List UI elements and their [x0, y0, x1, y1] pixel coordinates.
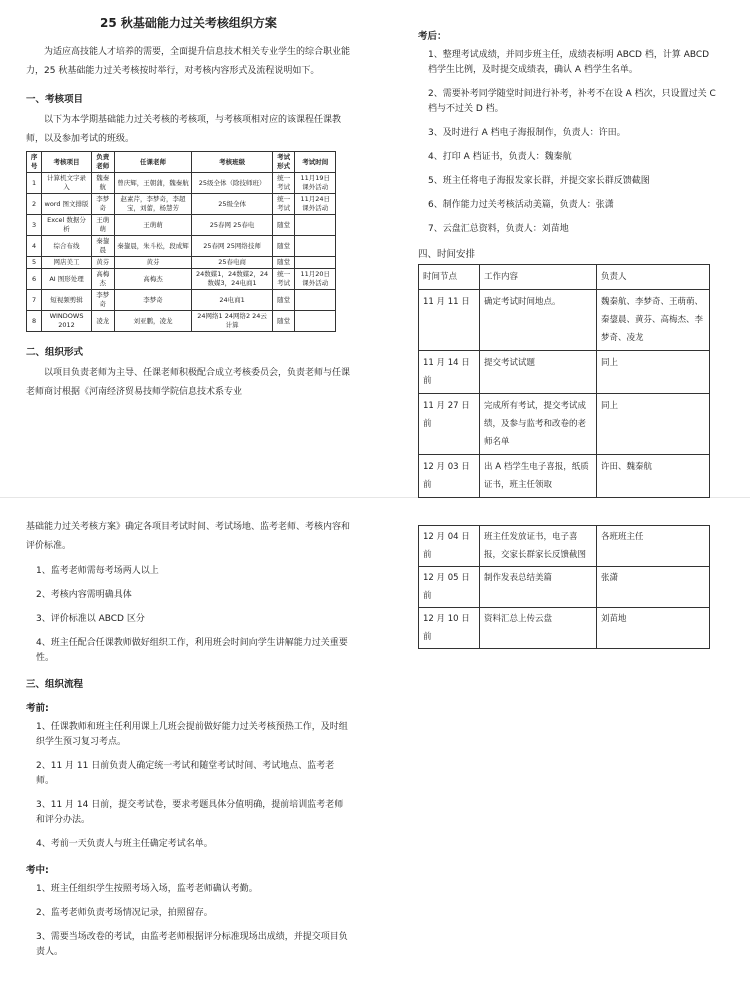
table-cell: 随堂	[272, 236, 295, 257]
page-3	[26, 510, 351, 995]
table-cell: 秦鋆晨	[91, 236, 114, 257]
schedule-row	[419, 567, 710, 608]
list-item: 3、11 月 14 日前，提交考试卷，要求考题具体分值明确，提前培训监考老师和评分办法。	[36, 800, 344, 825]
table-cell: 王萌萌	[91, 215, 114, 236]
list-item: 2、考核内容需明确具体	[36, 590, 132, 600]
list-item: 5、班主任将电子海报发家长群，并提交家长群反馈截图	[428, 176, 650, 186]
table-cell: 随堂	[272, 290, 295, 311]
table-cell: 李梦奇	[91, 194, 114, 215]
schedule-cell: 12 月 10 日前	[419, 608, 480, 649]
list-item: 3、需要当场改卷的考试，由监考老师根据评分标准现场出成绩，并提交项目负责人。	[36, 932, 348, 957]
table-row	[27, 257, 336, 269]
table-header-cell: 考核项目	[42, 152, 92, 173]
doc-title: 25 秋基础能力过关考核组织方案	[100, 16, 277, 30]
schedule-header-cell: 工作内容	[480, 265, 597, 290]
list-item: 1、监考老师需每考场两人以上	[36, 566, 159, 576]
schedule-cell: 出 A 档学生电子喜报，纸质证书，班主任领取	[480, 455, 597, 498]
table-cell: 李梦奇	[114, 290, 192, 311]
list-item: 3、及时进行 A 档电子海报制作，负责人：许田。	[428, 128, 626, 138]
table-cell: 1	[27, 173, 42, 194]
page-2	[418, 20, 718, 490]
schedule-row	[419, 608, 710, 649]
schedule-cell: 12 月 04 日前	[419, 526, 480, 567]
table-row	[27, 194, 336, 215]
schedule-cell: 刘苗地	[597, 608, 710, 649]
table-header-cell: 负责老师	[91, 152, 114, 173]
table-cell: 高梅杰	[114, 269, 192, 290]
table-row	[27, 236, 336, 257]
during-exam-list	[26, 882, 351, 960]
page-1	[26, 10, 351, 480]
table-cell: 6	[27, 269, 42, 290]
table-cell: 黄芬	[114, 257, 192, 269]
schedule-cell: 12 月 03 日前	[419, 455, 480, 498]
table-cell: AI 图形处理	[42, 269, 92, 290]
table-cell	[295, 236, 336, 257]
list-item: 1、任课教师和班主任利用课上几班会提前做好能力过关考核预热工作，及时组织学生预习复习考点。	[36, 722, 348, 747]
table-cell: 11月24日课外活动	[295, 194, 336, 215]
before-exam-label: 考前:	[26, 703, 49, 714]
schedule-cell: 制作发表总结美篇	[480, 567, 597, 608]
table-cell: 8	[27, 311, 42, 332]
table-cell: 24数媒1，24数媒2，24数媒3，24电商1	[192, 269, 272, 290]
table-cell: 25级全体（除技师班）	[192, 173, 272, 194]
schedule-table-continued	[418, 525, 710, 649]
table-cell: 11月20日课外活动	[295, 269, 336, 290]
table-cell: 魏秦航	[91, 173, 114, 194]
table-cell: 综合布线	[42, 236, 92, 257]
table-row	[27, 215, 336, 236]
table-header-cell: 考核班级	[192, 152, 272, 173]
table-header-cell: 序号	[27, 152, 42, 173]
exam-rules-list	[26, 564, 351, 666]
schedule-row	[419, 290, 710, 351]
table-cell: 凌龙	[91, 311, 114, 332]
table-header-cell: 考试时间	[295, 152, 336, 173]
list-item: 2、监考老师负责考场情况记录，拍照留存。	[36, 908, 213, 918]
section-heading-4: 四、时间安排	[418, 249, 476, 260]
table-cell: Excel 数据分析	[42, 215, 92, 236]
table-cell: 统一考试	[272, 173, 295, 194]
list-item: 2、需要补考同学随堂时间进行补考，补考不在设 A 档次，只设置过关 C 档与不过关 D 档。	[428, 89, 716, 114]
table-header-cell: 考试形式	[272, 152, 295, 173]
before-exam-list	[26, 720, 351, 852]
table-cell: 统一考试	[272, 269, 295, 290]
schedule-table	[418, 264, 710, 498]
table-cell: 25春电商	[192, 257, 272, 269]
table-cell: 秦鋆晨，朱斗松，段成辉	[114, 236, 192, 257]
table-cell: 7	[27, 290, 42, 311]
table-cell: 2	[27, 194, 42, 215]
intro-paragraph: 为适应高技能人才培养的需要，全面提升信息技术相关专业学生的综合职业能力，25 秋基础能力过关考核按时举行，对考核内容形式及流程说明如下。	[26, 47, 351, 76]
schedule-cell: 11 月 14 日前	[419, 351, 480, 394]
table-header-row	[27, 152, 336, 173]
schedule-row	[419, 394, 710, 455]
list-item: 2、11 月 11 日前负责人确定统一考试和随堂考试时间、考试地点、监考老师。	[36, 761, 335, 786]
list-item: 3、评价标准以 ABCD 区分	[36, 614, 145, 624]
table-cell: 24电商1	[192, 290, 272, 311]
table-cell: 25春网 25春电	[192, 215, 272, 236]
schedule-row	[419, 455, 710, 498]
schedule-cell: 同上	[597, 394, 710, 455]
table-cell: 25春网 25网络技师	[192, 236, 272, 257]
table-cell: 曾庆辉，王朝蒲，魏秦航	[114, 173, 192, 194]
table-cell	[295, 290, 336, 311]
after-exam-label: 考后：	[418, 31, 447, 42]
page-4	[418, 525, 718, 642]
table-cell: 4	[27, 236, 42, 257]
list-item: 1、整理考试成绩，并同步班主任，成绩表标明 ABCD 档，计算 ABCD 档学生比例，及时提交成绩表，确认 A 档学生名单。	[428, 50, 710, 75]
table-cell: 王萌萌	[114, 215, 192, 236]
table-cell: 5	[27, 257, 42, 269]
list-item: 6、制作能力过关考核活动美篇，负责人：张潇	[428, 200, 614, 210]
schedule-body	[419, 265, 710, 498]
list-item: 4、班主任配合任课教师做好组织工作，利用班会时间向学生讲解能力过关重要性。	[36, 638, 348, 663]
table-cell: 黄芬	[91, 257, 114, 269]
table-row	[27, 311, 336, 332]
schedule-header-row	[419, 265, 710, 290]
table-cell	[295, 311, 336, 332]
schedule-row	[419, 526, 710, 567]
schedule-header-cell: 负责人	[597, 265, 710, 290]
section-heading-2: 二、组织形式	[26, 347, 84, 358]
table-cell: 短视频剪辑	[42, 290, 92, 311]
schedule-cell: 魏秦航、李梦奇、王萌萌、秦鋆晨、黄芬、高梅杰、李梦奇、凌龙	[597, 290, 710, 351]
table-cell: word 图文排版	[42, 194, 92, 215]
continued-paragraph: 基础能力过关考核方案》确定各项目考试时间、考试场地、监考老师、考核内容和评价标准。	[26, 522, 351, 551]
table-cell: 随堂	[272, 311, 295, 332]
table-cell: 李梦奇	[91, 290, 114, 311]
schedule-cell: 张潇	[597, 567, 710, 608]
section-heading-3: 三、组织流程	[26, 679, 84, 690]
schedule-cell: 许田、魏秦航	[597, 455, 710, 498]
table-cell: WINDOWS 2012	[42, 311, 92, 332]
table-row	[27, 290, 336, 311]
section-heading-1: 一、考核项目	[26, 94, 84, 105]
exam-items-table	[26, 151, 336, 332]
list-item: 4、考前一天负责人与班主任确定考试名单。	[36, 839, 213, 849]
section2-text: 以项目负责老师为主导、任课老师积极配合成立考核委员会，负责老师与任课老师商讨根据《河南经济贸易技师学院信息技术系专业	[26, 368, 351, 397]
table-cell: 赵素芹，李梦奇，李超宝，刘蕾，杨慧芳	[114, 194, 192, 215]
table-cell: 网店美工	[42, 257, 92, 269]
table-cell: 高梅杰	[91, 269, 114, 290]
table-cell: 随堂	[272, 215, 295, 236]
schedule-cell: 11 月 11 日	[419, 290, 480, 351]
after-exam-list	[418, 48, 718, 237]
schedule-row	[419, 351, 710, 394]
table-cell: 24网络1 24网络2 24云计算	[192, 311, 272, 332]
list-item: 1、班主任组织学生按照考场入场，监考老师确认考勤。	[36, 884, 258, 894]
schedule-cell: 班主任发放证书，电子喜报，交家长群家长反馈截图	[480, 526, 597, 567]
schedule-cell: 同上	[597, 351, 710, 394]
table-cell: 计算机文字录入	[42, 173, 92, 194]
schedule-continued-body	[419, 526, 710, 649]
table-cell: 25级全体	[192, 194, 272, 215]
table-cell	[295, 257, 336, 269]
table-cell: 11月19日课外活动	[295, 173, 336, 194]
table-row	[27, 173, 336, 194]
schedule-cell: 资料汇总上传云盘	[480, 608, 597, 649]
schedule-cell: 11 月 27 日前	[419, 394, 480, 455]
during-exam-label: 考中:	[26, 865, 49, 876]
table-row	[27, 269, 336, 290]
schedule-cell: 各班班主任	[597, 526, 710, 567]
table-cell: 统一考试	[272, 194, 295, 215]
schedule-cell: 12 月 05 日前	[419, 567, 480, 608]
list-item: 4、打印 A 档证书，负责人：魏秦航	[428, 152, 572, 162]
schedule-cell: 提交考试试题	[480, 351, 597, 394]
schedule-cell: 确定考试时间地点。	[480, 290, 597, 351]
table-cell	[295, 215, 336, 236]
table-header-cell: 任课老师	[114, 152, 192, 173]
table-cell: 随堂	[272, 257, 295, 269]
section1-text: 以下为本学期基础能力过关考核的考核项，与考核项相对应的该课程任课教师，以及参加考试的班级。	[26, 115, 342, 144]
schedule-cell: 完成所有考试，提交考试成绩，及参与监考和改卷的老师名单	[480, 394, 597, 455]
table-cell: 刘亚鹏，凌龙	[114, 311, 192, 332]
schedule-header-cell: 时间节点	[419, 265, 480, 290]
table-cell: 3	[27, 215, 42, 236]
list-item: 7、云盘汇总资料，负责人：刘苗地	[428, 224, 569, 234]
table-body	[27, 173, 336, 332]
